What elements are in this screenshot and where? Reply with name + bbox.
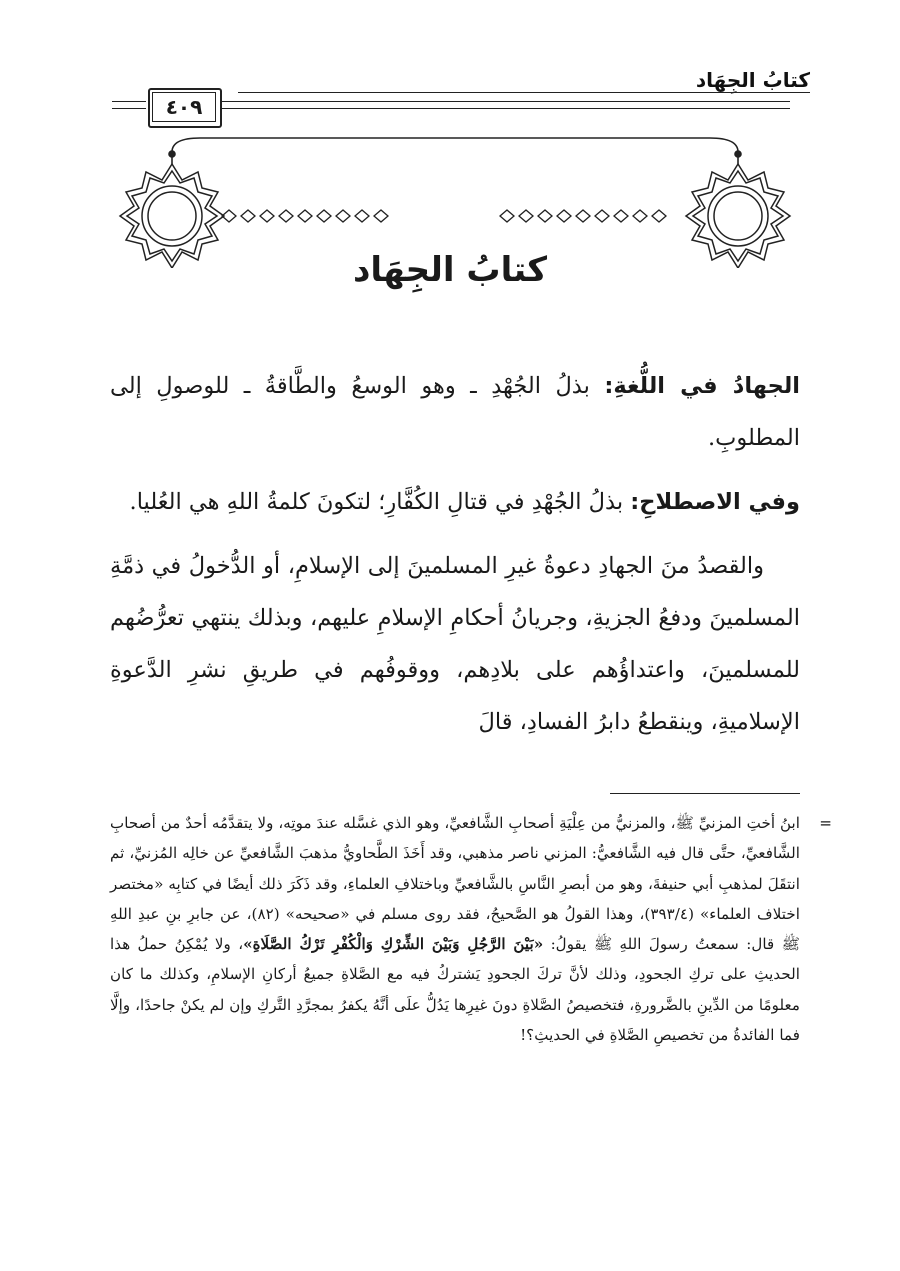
header-rule [238,92,810,93]
footnote-continuation-mark: = [819,814,832,832]
footnote-separator [610,793,800,794]
running-title: كتابُ الجِهَاد [695,68,810,92]
page-number-frame [110,84,228,128]
footnote-text-part1: ابنُ أختِ المزنيِّ ﷺ، والمزنيُّ من عِلْيَةِ أصحابِ الشَّافعيِّ، وهو الذي غسَّله عندَ موتِه، ولا يتقدَّمُه أحدٌ من أصحابِ الشَّافعيِّ، حتَّى قال فيه الشَّافعيُّ: المزني ناصر مذهبي، وقد أَخَذَ الطَّحاويُّ مذهبَ الشَّافعيِّ عن خالِه المُزنيِّ، ثم انتقَلَ لمذهبِ أبي حنيفةَ، وهو من أبصرِ النَّاسِ بالشَّافعيِّ وباختلافِ العلماءِ، وقد ذَكَرَ ذلك أيضًا في كتابِه «مختصر اختلاف العلماء» (٣٩٣/٤)، وهذا القولُ هو الصَّحيحُ، فقد روى مسلم في «صحيحه» (٨٢)، عن جابرِ بنِ عبدِ اللهِ ﷺ قال: سمعتُ رسولَ اللهِ ﷺ يقولُ: [110,814,800,954]
paragraph-text: بذلُ الجُهْدِ في قتالِ الكُفَّارِ؛ لتكونَ كلمةُ اللهِ هي العُليا. [129,489,631,515]
paragraph-lugha [110,360,800,464]
paragraph-text: بذلُ الجُهْدِ ـ وهو الوسعُ والطَّاقةُ ـ للوصولِ إلى المطلوبِ. [110,373,800,451]
chapter-title: كتابُ الجِهَاد [352,250,547,290]
main-text [110,360,800,760]
page-number: ٤٠٩ [152,92,216,122]
term-lugha: الجهادُ في اللُّغةِ: [604,373,800,399]
footnote-text-part2: ، ولا يُمْكِنُ حملُ هذا الحديثِ على تركِ الجحودِ، وذلك لأنَّ تركَ الجحودِ يَشتركُ فيه مع الصَّلاةِ جميعُ أركانِ الإسلامِ، وكذلك ما كان معلومًا من الدِّينِ بالضَّرورةِ، فتخصيصُ الصَّلاةِ دونَ غيرِها يَدُلُّ علَى أنَّهُ يكفرُ بمجرَّدِ التَّركِ وإن لم يكنْ جاحدًا، وإلَّا فما الفائدةُ من تخصيصِ الصَّلاةِ في الحديثِ؟! [110,935,800,1045]
paragraph-istilah [110,476,800,528]
chapter-ornament [110,128,800,268]
diamond-chain-right-icon [500,210,666,222]
paragraph-text: والقصدُ منَ الجهادِ دعوةُ غيرِ المسلمينَ إلى الإسلامِ، أو الدُّخولُ في ذمَّةِ المسلمينَ ودفعُ الجزيةِ، وجريانُ أحكامِ الإسلامِ عليهم، وبذلك ينتهي تعرُّضُهم للمسلمينَ، واعتداؤُهم على بلادِهم، ووقوفُهم في طريقِ نشرِ الدَّعوةِ الإسلاميةِ، وينقطعُ دابرُ الفسادِ، قالَ [110,553,800,735]
term-istilah: وفي الاصطلاحِ: [630,489,800,515]
paragraph-qasd [110,540,800,748]
footnote [110,808,832,1050]
page-number-line-right [220,101,790,109]
footnote-hadith: «بَيْنَ الرَّجُلِ وَبَيْنَ الشِّرْكِ وَالْكُفْرِ تَرْكُ الصَّلَاةِ» [243,935,544,954]
diamond-chain-left-icon [222,210,388,222]
